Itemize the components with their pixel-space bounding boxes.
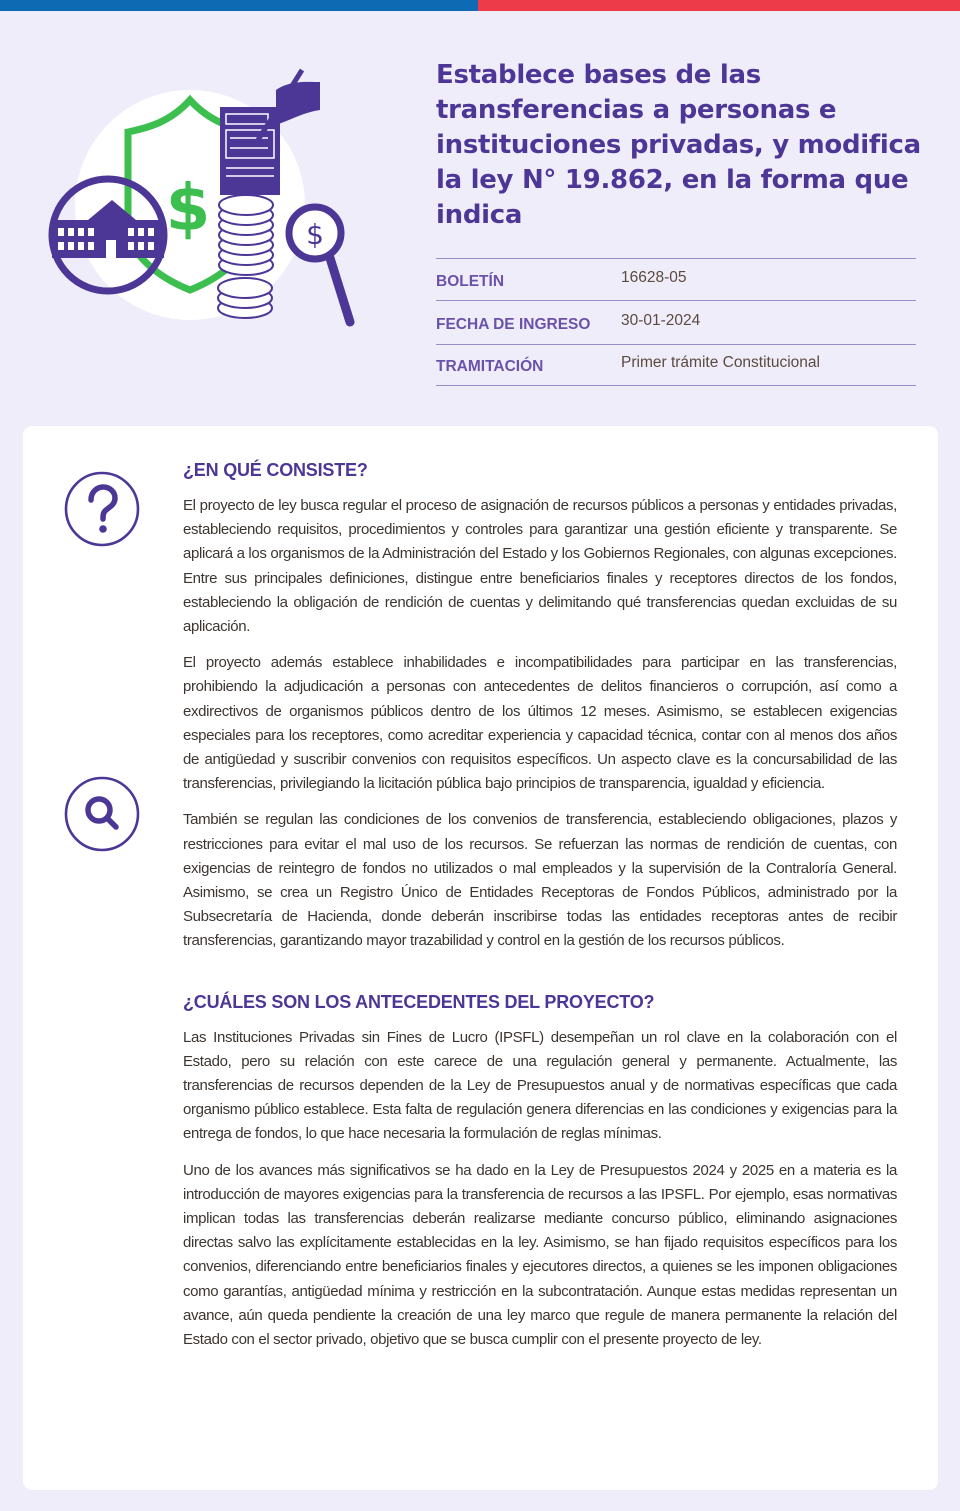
section-paragraph: Las Instituciones Privadas sin Fines de Lucro (IPSFL) desempeñan un rol clave en la colaboración con el Estado, pero su relación con este carece de una regulación general y permanente. Actualmente, las transferencias de recursos dependen de la Ley de Presupuestos anual y de normativas específicas que cada organismo público establece. Esta falta de regulación genera diferencias en las condiciones y exigencias para la entrega de fondos, lo que hace necesaria la formulación de reglas mínimas.	[183, 1028, 897, 1143]
svg-text:$: $	[306, 218, 324, 251]
top-bar-red	[478, 0, 960, 11]
question-icon	[63, 470, 141, 548]
section-paragraph: El proyecto además establece inhabilidades e incompatibilidades para participar en las transferencias, prohibiendo la adjudicación a personas con antecedentes de delitos financieros o corrupción, así como a exdirectivos de organismos públicos dentro de los últimos 12 meses. Asimismo, se establecen exigencias especiales para los receptores, como acreditar experiencia y capacidad técnica, contar con al menos dos años de antigüedad y suscribir convenios con requisitos específicos. Un aspecto clave es la concursabilidad de las transferencias, privilegiando la licitación pública bajo principios de transparencia, igualdad y eficiencia.	[183, 654, 897, 793]
content-card	[23, 426, 938, 1490]
meta-label: FECHA DE INGRESO	[436, 315, 591, 333]
meta-value: 30-01-2024	[621, 311, 701, 329]
section-paragraph: También se regulan las condiciones de los convenios de transferencia, estableciendo obligaciones, plazos y restricciones para evitar el mal uso de los recursos. Se refuerzan las normas de rendición de cuentas, con exigencias de reintegro de fondos no utilizados o mal empleados y la supervisión de la Contraloría General. Asimismo, se crea un Registro Único de Entidades Receptoras de Fondos Públicos, administrado por la Subsecretaría de Hacienda, donde deberán inscribirse todas las entidades receptoras antes de recibir transferencias, garantizando mayor trazabilidad y control en la gestión de los recursos públicos.	[183, 811, 897, 950]
header-illustration	[40, 50, 370, 350]
document-hand-pen-icon	[220, 70, 320, 195]
section-title-en-que-consiste: ¿EN QUÉ CONSISTE?	[183, 460, 368, 480]
page-title: Establece bases de las transferencias a personas e instituciones privadas, y modifica la ley N° 19.862, en la forma que indica	[436, 60, 921, 230]
search-icon	[63, 775, 141, 853]
section-paragraph: El proyecto de ley busca regular el proceso de asignación de recursos públicos a personas y entidades privadas, estableciendo requisitos, procedimientos y controles para garantizar una gestión eficiente y transparente. Se aplicará a los organismos de la Administración del Estado y los Gobiernos Regionales, con algunas excepciones. Entre sus principales definiciones, distingue entre beneficiarios finales y receptores directos de los fondos, estableciendo la obligación de rendición de cuentas y delimitando qué transferencias quedan excluidas de su aplicación.	[183, 497, 897, 636]
meta-label: TRAMITACIÓN	[436, 358, 544, 375]
coin-stack-icon	[218, 195, 273, 318]
meta-row-tramitacion	[436, 345, 916, 386]
content-body	[183, 458, 897, 1352]
meta-row-fecha-ingreso	[436, 301, 916, 345]
meta-label: BOLETÍN	[436, 272, 505, 290]
section-title-antecedentes: ¿CUÁLES SON LOS ANTECEDENTES DEL PROYECTO?	[183, 991, 655, 1012]
bill-metadata-table	[436, 258, 916, 386]
meta-row-boletin	[436, 259, 916, 301]
top-bar-blue	[0, 0, 478, 11]
top-color-bar	[0, 0, 960, 11]
magnifier-dollar-icon	[289, 207, 350, 322]
svg-text:$: $	[165, 172, 211, 246]
section-paragraph: Uno de los avances más significativos se ha dado en la Ley de Presupuestos 2024 y 2025 en a materia es la introducción de mayores exigencias para la transferencia de recursos a las IPSFL. Por ejemplo, esas normativas implican todas las transferencias deberán realizarse mediante concurso público, eliminando asignaciones directas salvo las explícitamente establecidas en la ley. Asimismo, se han fijado requisitos específicos para los convenios, diferenciando entre beneficiarios finales y ejecutores directos, a quienes se les imponen obligaciones como garantías, antigüedad mínima y restricción en la subcontratación. Aunque estas medidas representan un avance, aún queda pendiente la creación de una ley marco que regule de manera permanente la relación del Estado con el sector privado, objetivo que se busca cumplir con el presente proyecto de ley.	[183, 1161, 897, 1349]
meta-value: Primer trámite Constitucional	[621, 354, 820, 371]
meta-value: 16628-05	[621, 268, 687, 286]
